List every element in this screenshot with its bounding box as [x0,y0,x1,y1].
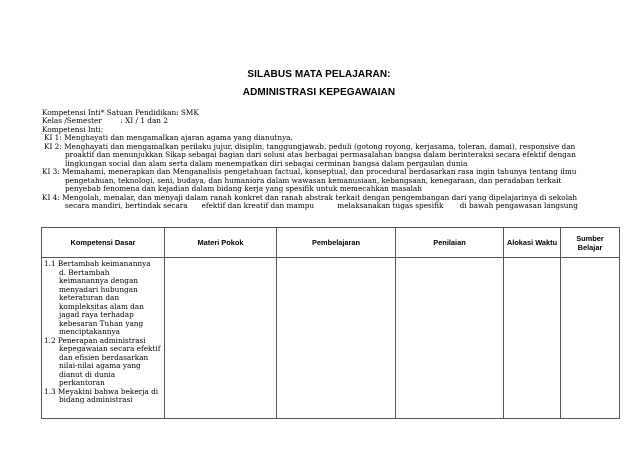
kd-line: 1.3 Meyakini bahwa bekerja di [44,386,159,396]
kd-list [42,258,164,405]
ki3-line-3: penyebab fenomena dan kejadian dalam bidang kerja yang spesifik untuk memecahkan masalah [65,184,422,194]
header-sumber-belajar: Sumber Belajar [561,228,620,258]
syllabus-table [41,227,620,419]
kd-line: menyadari hubungan [59,284,138,294]
cell-materi-pokok [165,258,277,419]
syllabus-title: SILABUS MATA PELAJARAN: [247,69,391,80]
ki3-line-1: KI 3: Memahami, menerapkan dan Menganalisis pengetahuan factual, konseptual, dan procedural berdasarkan rasa ingin tahunya tentang ilmu [42,167,577,177]
ki2-line-1: KI 2: Menghayati dan mengamalkan perilaku jujur, disiplin, tanggungjawab, peduli (gotong royong, kerjasama, toleran, damai), responsive dan [44,141,576,151]
kd-line: kepegawaian secara efektif [59,344,161,353]
kd-line: dianut di dunia [59,369,116,379]
header-pembelajaran: Pembelajaran [277,228,396,258]
kd-line: keteraturan dan [59,293,120,302]
header-alokasi-waktu: Alokasi Waktu [504,228,561,258]
kd-line: d. Bertambah [59,267,110,277]
kd-line: jagad raya terhadap [59,310,134,319]
ki-label: Kompetensi Inti: [42,124,104,134]
ki3-line-2: pengetahuan, teknologi, seni, budaya, dan humaniora dalam wawasan kemanusiaan, kebangsaan, kenegaraan, dan peradaban terkait [65,175,562,185]
header-penilaian: Penilaian [396,228,504,258]
ki2-line-2: proaktif dan menunjukkan Sikap sebagai bagian dari solusi atas berbagai permasalahan bangsa dalam berinteraksi secara efektif dengan [65,150,576,160]
kd-line: bidang administrasi [59,395,133,404]
header-materi-pokok: Materi Pokok [165,228,277,258]
kd-line: nilai-nilai agama yang [59,361,141,370]
header-kompetensi-dasar: Kompetensi Dasar [42,228,165,258]
cell-kompetensi-dasar [42,258,165,419]
ki1-line: KI 1: Menghayati dan mengamalkan ajaran agama yang dianutnya. [44,133,293,143]
cell-sumber-belajar [561,258,620,419]
kd-line: 1.1 Bertambah keimanannya [44,259,151,268]
kd-line: dan efisien berdasarkan [59,352,149,362]
subject-title: ADMINISTRASI KEPEGAWAIAN [242,87,396,98]
table-header-row [42,228,620,258]
cell-pembelajaran [277,258,396,419]
core-competence-section [42,109,622,210]
kd-line: kebesaran Tuhan yang [59,318,144,328]
school-level: Kompetensi Inti* Satuan Pendidikan: SMK [42,108,199,117]
kd-line: menciptakannya [59,327,120,336]
ki4-line-1: KI 4: Mengolah, menalar, dan menyaji dalam ranah konkret dan ranah abstrak terkait dengan pengembangan dari yang dipelajarinya di sekolah [42,192,578,202]
table-row [42,258,620,419]
kd-line: perkantoran [59,378,105,387]
kd-line: 1.2 Penerapan administrasi [44,335,146,345]
ki2-line-3: lingkungan social dan alam serta dalam menempatkan diri sebagai cerminan bangsa dalam pergaulan dunia [65,158,468,168]
ki4-line-2: secara mandiri, bertindak secara efektif dan kreatif dan mampu melaksanakan tugas spesifik di bawah pengawasan langsung [65,200,578,210]
class-semester: Kelas /Semester : XI / 1 dan 2 [42,116,168,126]
kd-line: kompleksitas alam dan [59,301,144,311]
cell-penilaian [396,258,504,419]
cell-alokasi-waktu [504,258,561,419]
kd-line: keimanannya dengan [59,276,138,285]
